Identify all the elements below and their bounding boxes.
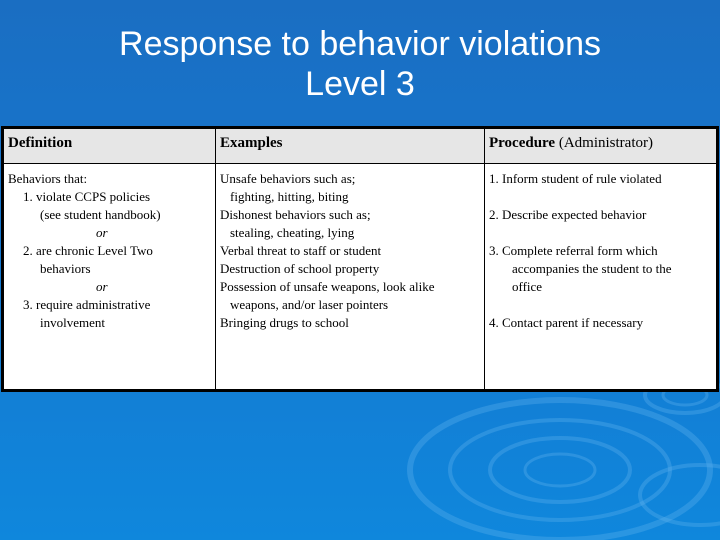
example-line: Unsafe behaviors such as; [220, 171, 356, 186]
example-line: Destruction of school property [220, 261, 380, 276]
behavior-table [1, 126, 719, 392]
definition-or-2: or [96, 279, 108, 294]
example-line: Verbal threat to staff or student [220, 243, 382, 258]
definition-item-3: 3. require administrative [23, 297, 151, 312]
procedure-step-3: 3. Complete referral form which [489, 243, 658, 258]
procedure-step-4: 4. Contact parent if necessary [489, 315, 644, 330]
example-line: Possession of unsafe weapons, look alike [220, 279, 435, 294]
definition-or-1: or [96, 225, 108, 240]
cell-procedure [485, 164, 717, 390]
procedure-step-3-cont: office [512, 279, 543, 294]
header-definition: Definition [4, 129, 216, 164]
header-procedure: Procedure (Administrator) [485, 129, 717, 164]
definition-item-1-cont: (see student handbook) [40, 207, 161, 222]
procedure-step-3-cont: accompanies the student to the [512, 261, 672, 276]
example-line: Bringing drugs to school [220, 315, 349, 330]
procedure-step-1: 1. Inform student of rule violated [489, 171, 662, 186]
slide-title [0, 24, 720, 104]
example-line: Dishonest behaviors such as; [220, 207, 371, 222]
definition-intro: Behaviors that: [8, 171, 88, 186]
definition-item-2: 2. are chronic Level Two [23, 243, 153, 258]
slide-title-line-1: Response to behavior violations [119, 25, 601, 63]
cell-examples [216, 164, 485, 390]
cell-definition [4, 164, 216, 390]
slide-title-line-2: Level 3 [305, 65, 415, 103]
definition-item-3-cont: involvement [40, 315, 105, 330]
header-examples: Examples [216, 129, 485, 164]
table-body-row [4, 164, 717, 390]
procedure-step-2: 2. Describe expected behavior [489, 207, 647, 222]
example-line: fighting, hitting, biting [230, 189, 349, 204]
definition-item-2-cont: behaviors [40, 261, 91, 276]
definition-item-1: 1. violate CCPS policies [23, 189, 151, 204]
example-line: stealing, cheating, lying [230, 225, 355, 240]
example-line: weapons, and/or laser pointers [230, 297, 389, 312]
table-header-row [4, 129, 717, 164]
